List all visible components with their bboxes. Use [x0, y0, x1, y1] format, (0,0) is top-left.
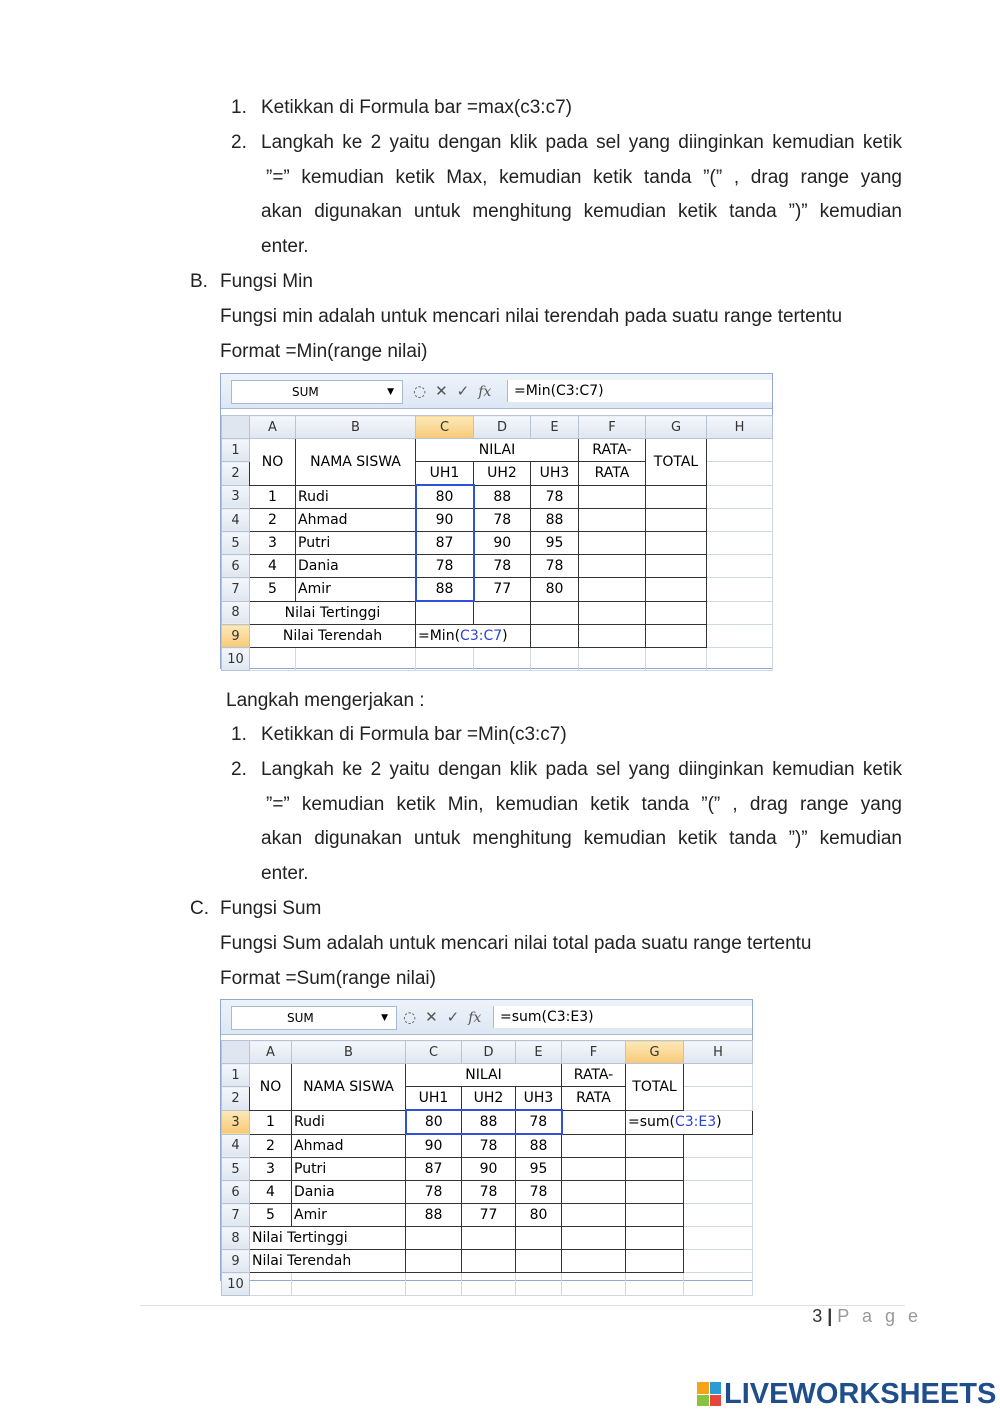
cell-nama[interactable]: Rudi: [292, 1110, 406, 1134]
row-header[interactable]: 2: [222, 1087, 250, 1111]
cell[interactable]: [707, 625, 773, 648]
cell-header-rata[interactable]: RATA: [579, 462, 646, 486]
cell[interactable]: [579, 601, 646, 625]
row-header[interactable]: 4: [222, 509, 250, 532]
cell-no[interactable]: 4: [250, 1181, 292, 1204]
step-number: 1.: [231, 724, 247, 745]
cell[interactable]: [562, 1158, 626, 1181]
cell-uh3[interactable]: 78: [531, 485, 579, 509]
page-number: 3 | P a g e: [812, 1306, 922, 1326]
column-header[interactable]: H: [707, 416, 773, 439]
cell[interactable]: [626, 1227, 684, 1250]
cell[interactable]: [707, 485, 773, 509]
cell[interactable]: [707, 601, 773, 625]
cell[interactable]: [579, 509, 646, 532]
cell-no[interactable]: 5: [250, 1204, 292, 1227]
column-header[interactable]: A: [250, 1041, 292, 1064]
section-format: Format =Sum(range nilai): [220, 968, 436, 989]
cell-header-no[interactable]: NO: [250, 439, 296, 486]
cell-uh1[interactable]: 78: [416, 555, 474, 578]
cell[interactable]: [579, 532, 646, 555]
cell[interactable]: [626, 1250, 684, 1273]
cell-header-total[interactable]: TOTAL: [646, 439, 707, 486]
column-header[interactable]: H: [684, 1041, 753, 1064]
row-header[interactable]: 2: [222, 462, 250, 486]
row-header[interactable]: 6: [222, 1181, 250, 1204]
cell-uh2[interactable]: 90: [462, 1158, 516, 1181]
cell[interactable]: [707, 439, 773, 462]
row-header[interactable]: 7: [222, 1204, 250, 1227]
cell[interactable]: [250, 1273, 292, 1296]
cell-no[interactable]: 3: [250, 532, 296, 555]
cell[interactable]: [626, 1134, 684, 1158]
column-header[interactable]: F: [579, 416, 646, 439]
cell[interactable]: [684, 1250, 753, 1273]
cell-uh1[interactable]: 87: [406, 1158, 462, 1181]
cell-nama[interactable]: Dania: [296, 555, 416, 578]
step-text-line: enter.: [261, 236, 309, 257]
step-text-line: Langkah ke 2 yaitu dengan klik pada sel yang diinginkan kemudian ketik: [261, 132, 902, 153]
cell[interactable]: [684, 1181, 753, 1204]
cell[interactable]: [626, 1273, 684, 1296]
cell-uh3[interactable]: 95: [516, 1158, 562, 1181]
step-text-line: akan digunakan untuk menghitung kemudian ketik tanda ”)” kemudian: [261, 201, 902, 222]
cell[interactable]: [474, 601, 531, 625]
column-header[interactable]: C: [406, 1041, 462, 1064]
cell-uh2[interactable]: 78: [474, 555, 531, 578]
cell-uh1[interactable]: 90: [416, 509, 474, 532]
function-icon: fx: [478, 384, 492, 400]
cell-uh1[interactable]: 80: [416, 485, 474, 509]
cancel-icon: ✕: [425, 1008, 438, 1026]
cell[interactable]: [516, 1250, 562, 1273]
cell[interactable]: [707, 578, 773, 602]
cell-uh2[interactable]: 77: [462, 1204, 516, 1227]
cell-nama[interactable]: Ahmad: [292, 1134, 406, 1158]
cell[interactable]: [646, 485, 707, 509]
cell[interactable]: [646, 509, 707, 532]
cell[interactable]: [646, 578, 707, 602]
cell-uh2[interactable]: 78: [474, 509, 531, 532]
step-number: 2.: [231, 759, 247, 780]
cell[interactable]: [626, 1158, 684, 1181]
cancel-icon: ✕: [435, 382, 448, 400]
row-header[interactable]: 5: [222, 1158, 250, 1181]
cell[interactable]: [462, 1250, 516, 1273]
steps-intro: Langkah mengerjakan :: [226, 690, 425, 711]
cell[interactable]: [579, 578, 646, 602]
cell-no[interactable]: 2: [250, 1134, 292, 1158]
row-header[interactable]: 8: [222, 601, 250, 625]
cell[interactable]: [250, 648, 296, 671]
column-header[interactable]: D: [474, 416, 531, 439]
cell-header-rata[interactable]: RATA-: [562, 1064, 626, 1087]
section-letter: B.: [190, 271, 208, 292]
spreadsheet-min-screenshot: [220, 373, 773, 669]
cell[interactable]: [562, 1273, 626, 1296]
cell[interactable]: [684, 1204, 753, 1227]
cell[interactable]: [562, 1204, 626, 1227]
cell-uh1[interactable]: 88: [406, 1204, 462, 1227]
cell[interactable]: [531, 601, 579, 625]
cell[interactable]: [562, 1227, 626, 1250]
cell-uh3[interactable]: 88: [531, 509, 579, 532]
column-header[interactable]: B: [292, 1041, 406, 1064]
cell-uh1[interactable]: 90: [406, 1134, 462, 1158]
cell[interactable]: [579, 485, 646, 509]
worksheet-grid: [221, 415, 773, 671]
cell[interactable]: [707, 462, 773, 486]
cell-no[interactable]: 5: [250, 578, 296, 602]
cell-nama[interactable]: Amir: [296, 578, 416, 602]
cell[interactable]: [406, 1227, 462, 1250]
column-header[interactable]: G: [626, 1041, 684, 1064]
select-all-corner[interactable]: [222, 1041, 250, 1064]
cell-no[interactable]: 1: [250, 1110, 292, 1134]
column-header[interactable]: F: [562, 1041, 626, 1064]
cell[interactable]: [516, 1273, 562, 1296]
cell-uh2[interactable]: 77: [474, 578, 531, 602]
formula-bar: [221, 1000, 752, 1035]
column-header[interactable]: E: [531, 416, 579, 439]
cell[interactable]: [579, 625, 646, 648]
row-header[interactable]: 7: [222, 578, 250, 602]
cell-label-tertinggi[interactable]: Nilai Tertinggi: [250, 1227, 406, 1250]
chevron-down-icon: ▼: [381, 1013, 388, 1023]
cell[interactable]: [516, 1227, 562, 1250]
cell[interactable]: [462, 1227, 516, 1250]
step-text: Ketikkan di Formula bar =Min(c3:c7): [261, 724, 567, 745]
cell[interactable]: [684, 1227, 753, 1250]
cell[interactable]: [474, 648, 531, 671]
cell-uh3[interactable]: 78: [516, 1181, 562, 1204]
cell-nama[interactable]: Dania: [292, 1181, 406, 1204]
cell[interactable]: [684, 1273, 753, 1296]
cell-no[interactable]: 2: [250, 509, 296, 532]
cell-editing-formula[interactable]: =sum(C3:E3): [626, 1110, 753, 1134]
cell-uh3[interactable]: 88: [516, 1134, 562, 1158]
cell[interactable]: [646, 601, 707, 625]
row-header[interactable]: 9: [222, 1250, 250, 1273]
cell-header-nama[interactable]: NAMA SISWA: [296, 439, 416, 486]
cell-header-uh2[interactable]: UH2: [474, 462, 531, 486]
cell-header-nama[interactable]: NAMA SISWA: [292, 1064, 406, 1111]
step-number: 2.: [231, 132, 247, 153]
formula-dots-icon: ◌: [413, 382, 427, 400]
row-header[interactable]: 8: [222, 1227, 250, 1250]
cell[interactable]: [416, 648, 474, 671]
cell[interactable]: [406, 1250, 462, 1273]
cell-uh3[interactable]: 80: [531, 578, 579, 602]
cell-nama[interactable]: Amir: [292, 1204, 406, 1227]
column-header[interactable]: A: [250, 416, 296, 439]
step-text: Ketikkan di Formula bar =max(c3:c7): [261, 97, 572, 118]
cell-header-rata[interactable]: RATA: [562, 1087, 626, 1111]
cell[interactable]: [562, 1110, 626, 1134]
cell-no[interactable]: 3: [250, 1158, 292, 1181]
cell[interactable]: [531, 625, 579, 648]
section-description: Fungsi Sum adalah untuk mencari nilai total pada suatu range tertentu: [220, 933, 812, 954]
row-header[interactable]: 1: [222, 439, 250, 462]
cell[interactable]: [707, 555, 773, 578]
cell-uh3[interactable]: 80: [516, 1204, 562, 1227]
column-header[interactable]: D: [462, 1041, 516, 1064]
cell-label-tertinggi[interactable]: Nilai Tertinggi: [250, 601, 416, 625]
footer-divider: [140, 1305, 905, 1306]
cell[interactable]: [707, 648, 773, 671]
section-letter: C.: [190, 898, 209, 919]
section-title: Fungsi Min: [220, 271, 313, 292]
cell-label-terendah[interactable]: Nilai Terendah: [250, 1250, 406, 1273]
cell-header-uh3[interactable]: UH3: [516, 1087, 562, 1111]
cell[interactable]: [684, 1158, 753, 1181]
cell-uh1[interactable]: 87: [416, 532, 474, 555]
cell[interactable]: [562, 1181, 626, 1204]
step-text-line: Langkah ke 2 yaitu dengan klik pada sel yang diinginkan kemudian ketik: [261, 759, 902, 780]
step-text-line: enter.: [261, 863, 309, 884]
cell-no[interactable]: 4: [250, 555, 296, 578]
row-header[interactable]: 3: [222, 1110, 250, 1134]
cell-uh1[interactable]: 80: [406, 1110, 462, 1134]
cell-nama[interactable]: Putri: [296, 532, 416, 555]
cell[interactable]: [416, 601, 474, 625]
row-header[interactable]: 3: [222, 485, 250, 509]
select-all-corner[interactable]: [222, 416, 250, 439]
step-number: 1.: [231, 97, 247, 118]
formula-text: =sum(C3:E3): [493, 1006, 752, 1028]
worksheet-grid: [221, 1040, 753, 1296]
cell[interactable]: [707, 532, 773, 555]
cell-uh2[interactable]: 88: [474, 485, 531, 509]
column-header[interactable]: B: [296, 416, 416, 439]
cell-header-uh2[interactable]: UH2: [462, 1087, 516, 1111]
cell-uh2[interactable]: 78: [462, 1181, 516, 1204]
cell[interactable]: [406, 1273, 462, 1296]
liveworksheets-logo: [697, 1378, 996, 1410]
cell-editing-formula[interactable]: =Min(C3:C7): [416, 625, 531, 648]
spreadsheet-sum-screenshot: [220, 999, 753, 1292]
cell-header-nilai[interactable]: NILAI: [406, 1064, 562, 1087]
row-header[interactable]: 9: [222, 625, 250, 648]
cell-uh1[interactable]: 88: [416, 578, 474, 602]
brand-logo-icon: [697, 1382, 721, 1406]
cell[interactable]: [579, 555, 646, 578]
row-header[interactable]: 10: [222, 1273, 250, 1296]
section-title: Fungsi Sum: [220, 898, 322, 919]
cell-header-uh1[interactable]: UH1: [406, 1087, 462, 1111]
cell[interactable]: [646, 555, 707, 578]
step-text-line: akan digunakan untuk menghitung kemudian ketik tanda ”)” kemudian: [261, 828, 902, 849]
column-header[interactable]: E: [516, 1041, 562, 1064]
formula-dots-icon: ◌: [403, 1008, 417, 1026]
cell[interactable]: [579, 648, 646, 671]
cell[interactable]: [646, 532, 707, 555]
cell[interactable]: [562, 1250, 626, 1273]
check-icon: ✓: [456, 382, 470, 400]
cell[interactable]: [707, 509, 773, 532]
cell-nama[interactable]: Ahmad: [296, 509, 416, 532]
section-description: Fungsi min adalah untuk mencari nilai terendah pada suatu range tertentu: [220, 306, 843, 327]
cell-uh1[interactable]: 78: [406, 1181, 462, 1204]
cell-header-no[interactable]: NO: [250, 1064, 292, 1111]
cell[interactable]: [296, 648, 416, 671]
brand-name: LIVEWORKSHEETS: [724, 1377, 997, 1410]
name-box: SUM ▼: [231, 380, 403, 404]
cell-uh2[interactable]: 78: [462, 1134, 516, 1158]
cell[interactable]: [531, 648, 579, 671]
cell-uh2[interactable]: 88: [462, 1110, 516, 1134]
cell-uh3[interactable]: 78: [531, 555, 579, 578]
cell[interactable]: [646, 625, 707, 648]
cell-header-total[interactable]: TOTAL: [626, 1064, 684, 1111]
cell[interactable]: [646, 648, 707, 671]
cell[interactable]: [626, 1181, 684, 1204]
cell-header-nilai[interactable]: NILAI: [416, 439, 579, 462]
row-header[interactable]: 5: [222, 532, 250, 555]
section-format: Format =Min(range nilai): [220, 341, 428, 362]
cell-nama[interactable]: Putri: [292, 1158, 406, 1181]
cell-nama[interactable]: Rudi: [296, 485, 416, 509]
row-header[interactable]: 10: [222, 648, 250, 671]
row-header[interactable]: 4: [222, 1134, 250, 1158]
row-header[interactable]: 6: [222, 555, 250, 578]
cell[interactable]: [562, 1134, 626, 1158]
cell-header-uh3[interactable]: UH3: [531, 462, 579, 486]
function-icon: fx: [468, 1010, 482, 1026]
cell-no[interactable]: 1: [250, 485, 296, 509]
check-icon: ✓: [446, 1008, 460, 1026]
cell-header-uh1[interactable]: UH1: [416, 462, 474, 486]
cell[interactable]: [462, 1273, 516, 1296]
column-header[interactable]: G: [646, 416, 707, 439]
step-text-line: ”=” kemudian ketik Max, kemudian ketik tanda ”(” , drag range yang: [266, 167, 902, 188]
cell-label-terendah[interactable]: Nilai Terendah: [250, 625, 416, 648]
cell-header-rata[interactable]: RATA-: [579, 439, 646, 462]
cell[interactable]: [684, 1087, 753, 1111]
cell[interactable]: [684, 1064, 753, 1087]
cell-uh3[interactable]: 78: [516, 1110, 562, 1134]
formula-text: =Min(C3:C7): [507, 380, 772, 402]
cell[interactable]: [292, 1273, 406, 1296]
formula-bar: [221, 374, 772, 409]
cell[interactable]: [626, 1204, 684, 1227]
name-box: SUM ▼: [231, 1006, 397, 1030]
cell[interactable]: [684, 1134, 753, 1158]
column-header[interactable]: C: [416, 416, 474, 439]
cell-uh3[interactable]: 95: [531, 532, 579, 555]
cell-uh2[interactable]: 90: [474, 532, 531, 555]
chevron-down-icon: ▼: [387, 387, 394, 397]
step-text-line: ”=” kemudian ketik Min, kemudian ketik tanda ”(” , drag range yang: [266, 794, 902, 815]
row-header[interactable]: 1: [222, 1064, 250, 1087]
